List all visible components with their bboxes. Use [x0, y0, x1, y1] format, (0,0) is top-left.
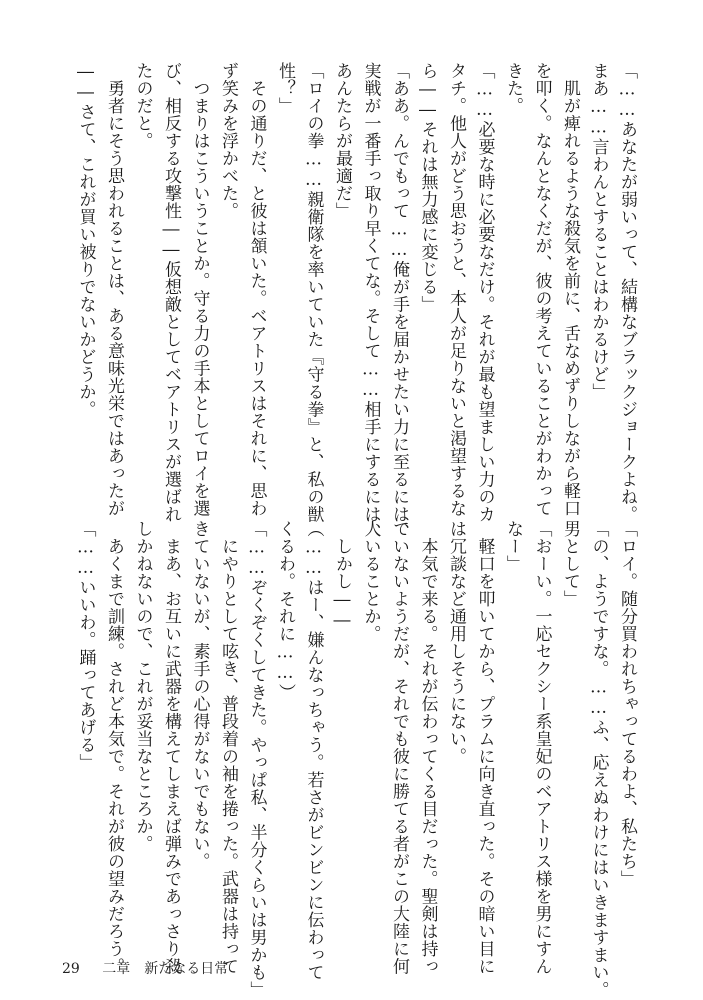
- text-column: 男として」: [560, 520, 580, 608]
- text-column: 「ロイの拳……親衛隊を率いていた『守る拳』と、私の獣: [303, 62, 324, 523]
- text-column: つまりはこういうことか。守る力の手本としてロイを選: [189, 62, 210, 517]
- text-column: しかねないので、これが妥当なところか。: [132, 520, 153, 853]
- text-column: 「ああ。んでもって……俺が手を届かせたい力に至るには、: [389, 62, 409, 541]
- text-column: まあ、お互いに武器を構えてしまえば弾みであっさり殺: [161, 520, 181, 975]
- text-column: 「ロイ。随分買われちゃってるわよ、私たち」: [617, 520, 637, 888]
- text-column: きた。: [503, 62, 523, 115]
- text-column: にやりとして呟き、普段着の袖を捲った。武器は持って: [218, 520, 238, 975]
- text-column: あくまで訓練。されど本気で。それが彼の望みだろう。: [104, 520, 124, 975]
- text-column: くるわ。それに……）: [275, 520, 295, 701]
- page-footer: [62, 958, 246, 978]
- text-column: なー」: [503, 520, 523, 573]
- text-column: きていないが、素手の心得がないでもない。: [189, 520, 210, 870]
- text-column: 「……ぞくぞくしてきた。やっぱ私、半分くらいは男かも」: [246, 520, 267, 999]
- text-column: 軽口を叩いてから、プラムに向き直った。その暗い目に: [474, 520, 495, 975]
- text-column: 勇者にそう思われることは、ある意味光栄ではあったが: [104, 62, 124, 517]
- text-column: ら――それは無力感に変じる」: [417, 62, 438, 313]
- text-column: 本気で来る。それが伝わってくる目だった。聖剣は持っ: [417, 520, 438, 975]
- text-column: ず笑みを浮かべた。: [218, 62, 238, 220]
- text-column: 「おーい。一応セクシー系皇妃のベアトリス様を男にすん: [531, 520, 552, 975]
- text-column: は冗談など通用しそうにない。: [446, 520, 466, 765]
- text-column: び、相反する攻撃性――仮想敵としてベアトリスが選ばれ: [161, 62, 181, 523]
- text-column: （……はー、嫌んなっちゃう。若さがビンビンに伝わって: [303, 520, 324, 981]
- text-column: 「……いいわ。踊ってあげる」: [75, 520, 96, 771]
- text-column: しかし――: [332, 520, 352, 631]
- text-column: ――さて、これが買い被りでないかどうか。: [75, 62, 96, 418]
- text-column: あんたらが最適だ」: [332, 62, 352, 220]
- page-number: 29: [62, 961, 80, 977]
- upper-text-block: [51, 62, 641, 541]
- text-column: 肌が痺れるような殺気を前に、舌なめずりしながら軽口: [560, 62, 580, 517]
- text-column: 「……必要な時に必要なだけ。それが最も望ましい力のカ: [474, 62, 495, 523]
- text-column: たのだと。: [132, 62, 153, 150]
- text-column: まあ……言わんとすることはわかるけど」: [588, 62, 609, 401]
- text-column: 「の、ようですな。……ふ、応えぬわけにはいきますまい。: [588, 520, 609, 999]
- chapter-title: 二章 新たなる日常: [102, 961, 229, 977]
- text-column: その通りだ、と彼は頷いた。ベアトリスはそれに、思わ: [246, 62, 267, 517]
- text-column: ていないようだが、それでも彼に勝てる者がこの大陸に何: [389, 520, 409, 975]
- text-column: 性？」: [275, 62, 295, 115]
- text-column: タチ。他人がどう思おうと、本人が足りないと渇望するな: [446, 62, 466, 517]
- text-column: 人いることか。: [360, 520, 381, 643]
- text-column: 実戦が一番手っ取り早くてな。そして……相手にするには、: [360, 62, 381, 541]
- text-column: を叩く。なんとなくだが、彼の考えていることがわかって: [531, 62, 552, 517]
- text-column: 「……あなたが弱いって、結構なブラックジョークよね。: [617, 62, 637, 523]
